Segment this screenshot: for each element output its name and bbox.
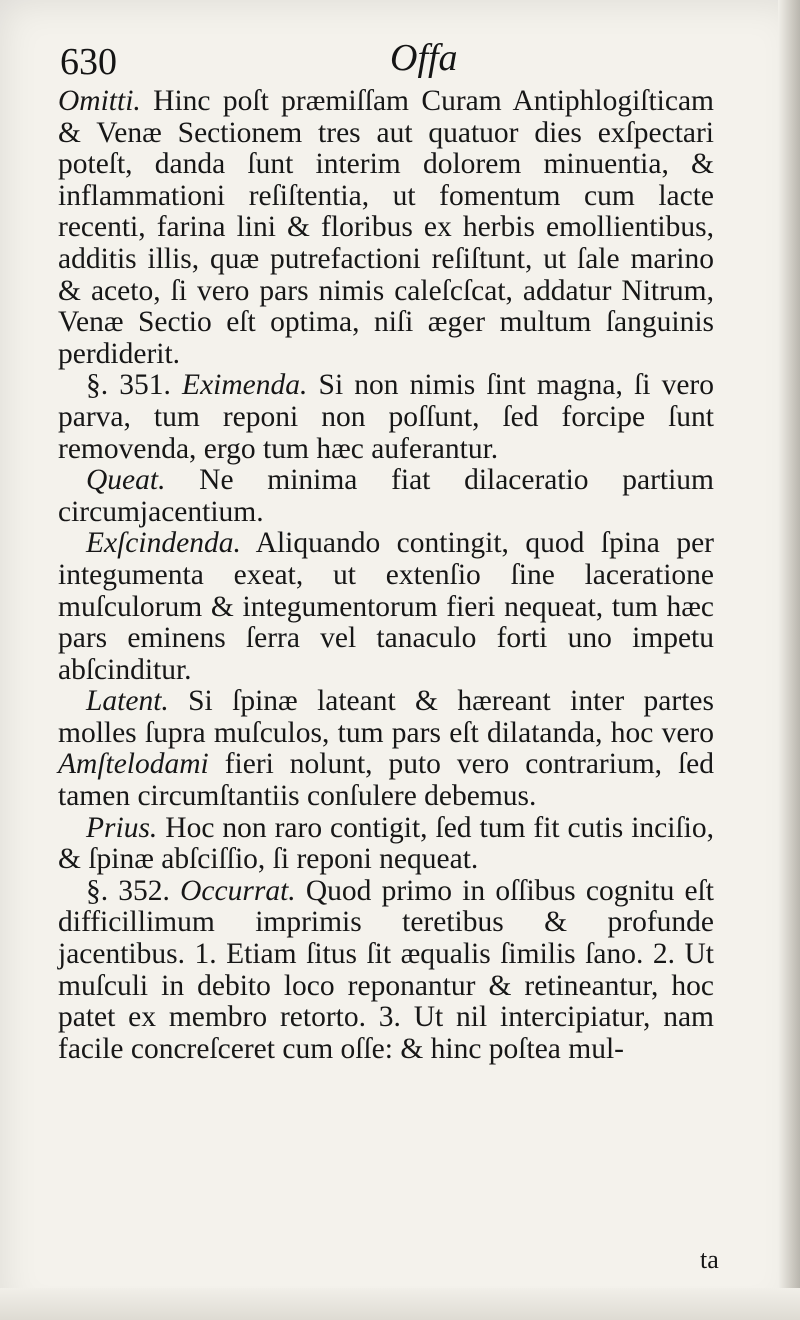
- paragraph-eximenda: [58, 370, 714, 465]
- paragraph-queat: [58, 465, 714, 528]
- keyword: Omitti.: [58, 85, 141, 117]
- page-number: 630: [60, 41, 117, 83]
- keyword: Eximenda.: [182, 369, 308, 402]
- keyword: Occurrat.: [180, 874, 296, 907]
- paragraph-text-after: fieri nolunt, puto vero contrarium, ſed tamen circumſtantiis conſulere debemus.: [58, 748, 714, 813]
- paragraph-text: Aliquando contingit, quod ſpina per integumenta exeat, ut extenſio ſine laceratione muſculorum & integumentorum fieri nequeat, tum hæc pars eminens ſerra vel tanaculo forti uno impetu abſcinditur.: [58, 527, 714, 686]
- keyword: Prius.: [86, 811, 158, 844]
- paragraph-text: Ne minima fiat dilaceratio partium circumjacentium.: [58, 464, 714, 528]
- keyword: Latent.: [86, 685, 169, 718]
- paragraph-text: Quod primo in oſſibus cognitu eſt difficillimum imprimis teretibus & profunde jacentibus. 1. Etiam ſitus ſit æqualis ſimilis ſano. 2. Ut muſculi in debito loco reponantur & retineantur, hoc patet ex membro retorto. 3. Ut nil intercipiatur, nam facile concreſceret cum oſſe: & hinc poſtea mul-: [58, 874, 715, 1065]
- body-text: [58, 86, 714, 1065]
- paragraph-prius: [58, 813, 714, 876]
- paragraph-text: Si ſpinæ lateant & hæreant inter partes molles ſupra muſculos, tum pars eſt dilatanda, hoc vero: [58, 685, 714, 749]
- running-head: Offa: [390, 37, 458, 79]
- italic-place-name: Amſtelodami: [58, 748, 209, 781]
- paragraph-occurrat: [58, 876, 714, 1066]
- page-bottom-edge: [0, 1288, 800, 1320]
- section-number: §. 351.: [86, 369, 183, 402]
- paragraph-text: Hinc poſt præmiſſam Curam Antiphlogiſticam & Venæ Sectionem tres aut quatuor dies exſpectari poteſt, danda ſunt interim dolorem minuentia, & inflammationi reſiſtentia, ut fomentum cum lacte recenti, farina lini & floribus ex herbis emollientibus, additis illis, quæ putrefactioni reſiſtunt, ut ſale marino & aceto, ſi vero pars nimis caleſcſcat, addatur Nitrum, Venæ Sectio eſt optima, niſi æger multum ſanguinis perdiderit.: [58, 85, 714, 370]
- keyword: Queat.: [86, 464, 166, 497]
- paragraph-text: Si non nimis ſint magna, ſi vero parva, tum reponi non poſſunt, ſed forcipe ſunt removenda, ergo tum hæc auferantur.: [58, 369, 715, 465]
- section-number: §. 352.: [86, 874, 181, 907]
- paragraph-exscindenda: [58, 528, 714, 686]
- keyword: Exſcindenda.: [86, 527, 241, 560]
- paragraph-text: Hoc non raro contigit, ſed tum fit cutis inciſio, & ſpinæ abſciſſio, ſi reponi nequeat.: [58, 811, 714, 876]
- paragraph-omitti: [58, 86, 714, 370]
- paragraph-latent: [58, 686, 714, 812]
- page-edge: [778, 0, 800, 1320]
- catchword: ta: [700, 1245, 719, 1274]
